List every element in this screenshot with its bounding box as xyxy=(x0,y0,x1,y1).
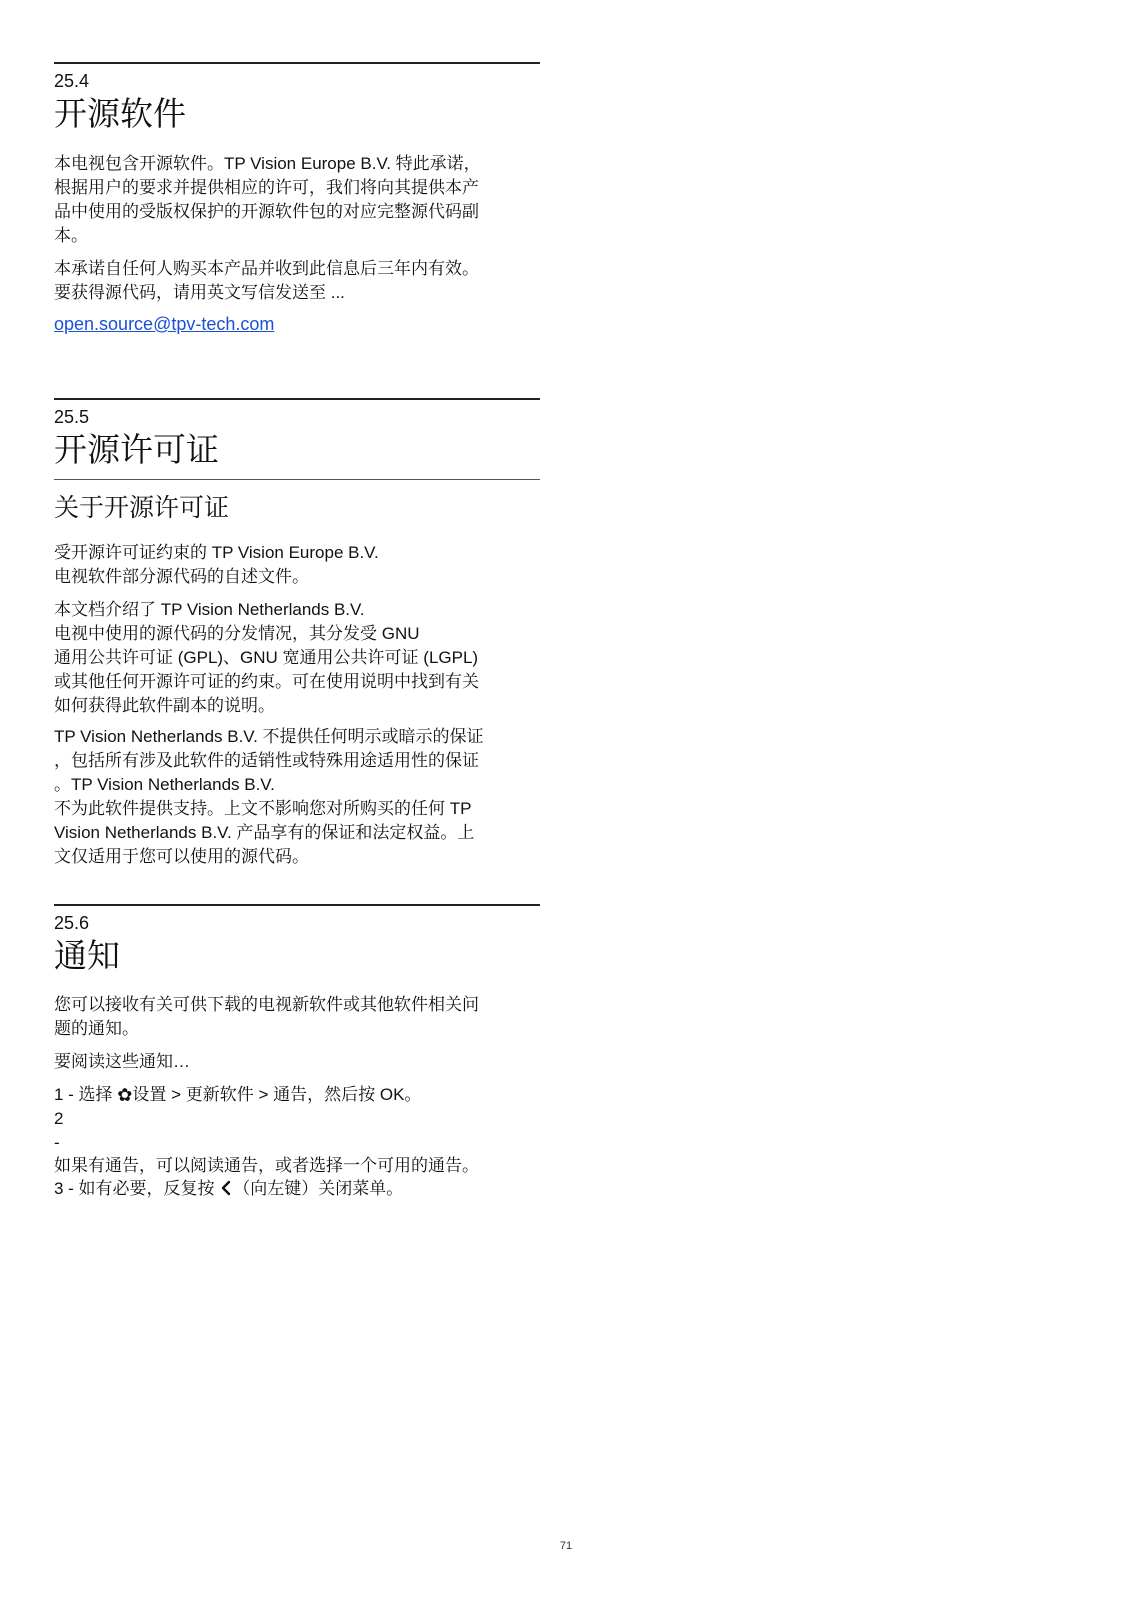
step-2-dash: - xyxy=(54,1133,60,1152)
section-divider xyxy=(54,398,540,400)
paragraph: 本文档介绍了 TP Vision Netherlands B.V. 电视中使用的源代码的分发情况，其分发受 GNU 通用公共许可证 (GPL)、GNU 宽通用公共许可证 (LGPL) 或其他任何开源许可证的约束。可在使用说明中找到有关 如何获得此软件副本的说明。 xyxy=(54,600,479,715)
paragraph: 本电视包含开源软件。TP Vision Europe B.V. 特此承诺， 根据用户的要求并提供相应的许可，我们将向其提供本产 品中使用的受版权保护的开源软件包的对应完整源代码副 本。 xyxy=(54,154,481,245)
section-number: 25.6 xyxy=(54,913,90,933)
section-title: 开源软件 xyxy=(54,95,186,132)
step-3-prefix: 3 - 如有必要，反复按 xyxy=(54,1179,215,1198)
step-1 xyxy=(54,1083,540,1107)
section-divider xyxy=(54,62,540,64)
gear-icon: ✿ xyxy=(117,1085,133,1105)
section-25-5 xyxy=(54,398,540,470)
step-2-number: 2 xyxy=(54,1109,64,1128)
section-divider xyxy=(54,904,540,906)
step-2-text: 如果有通告，可以阅读通告，或者选择一个可用的通告。 xyxy=(54,1156,479,1175)
paragraph: 要阅读这些通知… xyxy=(54,1052,190,1071)
section-25-6 xyxy=(54,904,540,976)
step-3-rest: （向左键）关闭菜单。 xyxy=(233,1179,404,1198)
section-number: 25.4 xyxy=(54,71,90,91)
section-25-4 xyxy=(54,62,540,134)
paragraph: TP Vision Netherlands B.V. 不提供任何明示或暗示的保证 ，包括所有涉及此软件的适销性或特殊用途适用性的保证 。TP Vision Netherlands B.V. 不为此软件提供支持。上文不影响您对所购买的任何 TP Vision Netherlands B.V. 产品享有的保证和法定权益。上 文仅适用于您可以使用的源代码。 xyxy=(54,727,484,866)
paragraph: 受开源许可证约束的 TP Vision Europe B.V. 电视软件部分源代码的自述文件。 xyxy=(54,543,379,586)
section-title: 开源许可证 xyxy=(54,431,219,468)
email-link[interactable]: open.source@tpv-tech.com xyxy=(54,314,275,334)
subsection-divider xyxy=(54,479,540,480)
paragraph: 您可以接收有关可供下载的电视新软件或其他软件相关问 题的通知。 xyxy=(54,995,479,1038)
subsection-header xyxy=(54,479,540,524)
step-3 xyxy=(54,1177,540,1201)
section-title: 通知 xyxy=(54,937,120,974)
subsection-title: 关于开源许可证 xyxy=(54,494,230,522)
step-1-settings: 设置 xyxy=(132,1085,167,1104)
chevron-left-icon xyxy=(219,1180,233,1196)
page-number: 71 xyxy=(559,1540,573,1552)
paragraph: 本承诺自任何人购买本产品并收到此信息后三年内有效。 要获得源代码，请用英文写信发送至 ... xyxy=(54,259,479,302)
email-link-wrapper xyxy=(54,312,540,336)
step-1-prefix: 1 - 选择 xyxy=(54,1085,113,1104)
step-1-rest: > 更新软件 > 通告，然后按 OK。 xyxy=(166,1085,422,1104)
section-number: 25.5 xyxy=(54,407,90,427)
